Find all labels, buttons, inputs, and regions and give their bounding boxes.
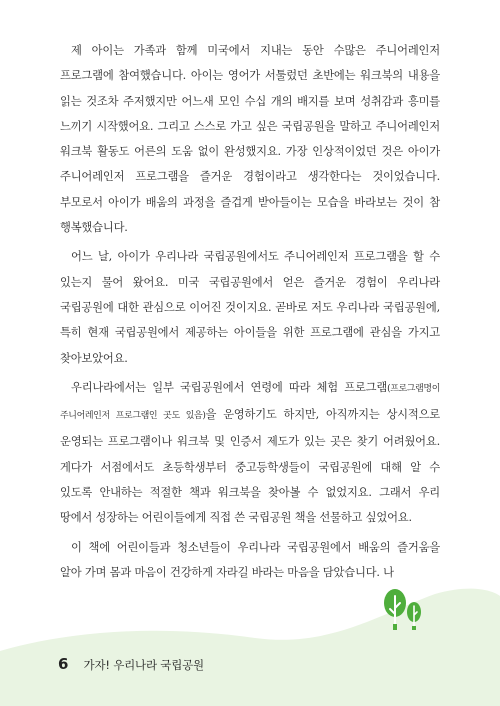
- paragraph-3-note: (프로그램명이 주니어레인저 프로그램인 곳도 있음): [60, 383, 440, 422]
- paragraph-4: 이 책에 어린이들과 청소년들이 우리나라 국립공원에서 배움의 즐거움을 알아 가며 몸과 마음이 건강하게 자라길 바라는 마음을 담았습니다. 나: [60, 540, 440, 579]
- tree-icon: [378, 588, 428, 632]
- paragraph-2: 어느 날, 아이가 우리나라 국립공원에서도 주니어레인저 프로그램을 할 수 있는지 물어 왔어요. 미국 국립공원에서 얻은 즐거운 경험이 우리나라 국립공원에 대한 관심으로 이어진 것이지요. 곧바로 저도 우리나라 국립공원에, 특히 현재 국립공원에서 제공하는 아이들을 위한 프로그램에 관심을 가지고 찾아보았어요.: [60, 250, 440, 365]
- body-text: [60, 38, 440, 589]
- paragraph-3-text-a: 우리나라에서는 일부 국립공원에서 연령에 따라 체험 프로그램: [71, 380, 388, 394]
- paragraph-3: [60, 375, 440, 531]
- book-title: 가자! 우리나라 국립공원: [83, 658, 204, 672]
- paragraph-1: 제 아이는 가족과 함께 미국에서 지내는 동안 수많은 주니어레인저 프로그램에 참여했습니다. 아이는 영어가 서툴렀던 초반에는 워크북의 내용을 읽는 것조차 주저했지만 어느새 모인 수십 개의 배지를 보며 성취감과 흥미를 느끼기 시작했어요. 그리고 스스로 가고 싶은 국립공원을 말하고 주니어레인저 워크북 활동도 어른의 도움 없이 완성했지요. 가장 인상적이었던 것은 아이가 주니어레인저 프로그램을 즐거운 경험이라고 생각한다는 것이었습니다. 부모로서 아이가 배움의 과정을 즐겁게 받아들이는 모습을 바라보는 것이 참 행복했습니다.: [60, 44, 440, 235]
- page-number: 6: [58, 655, 69, 673]
- paragraph-3-text-b: 을 운영하기도 하지만, 아직까지는 상시적으로 운영되는 프로그램이나 워크북 및 인증서 제도가 있는 곳은 찾기 어려웠어요. 게다가 서점에서도 초등학생부터 중고등학생들이 국립공원에 대해 알 수 있도록 안내하는 적절한 책과 워크북을 찾아볼 수 없었지요. 그래서 우리 땅에서 성장하는 어린이들에게 직접 쓴 국립공원 책을 선물하고 싶었어요.: [60, 408, 441, 525]
- page-footer: [58, 654, 204, 673]
